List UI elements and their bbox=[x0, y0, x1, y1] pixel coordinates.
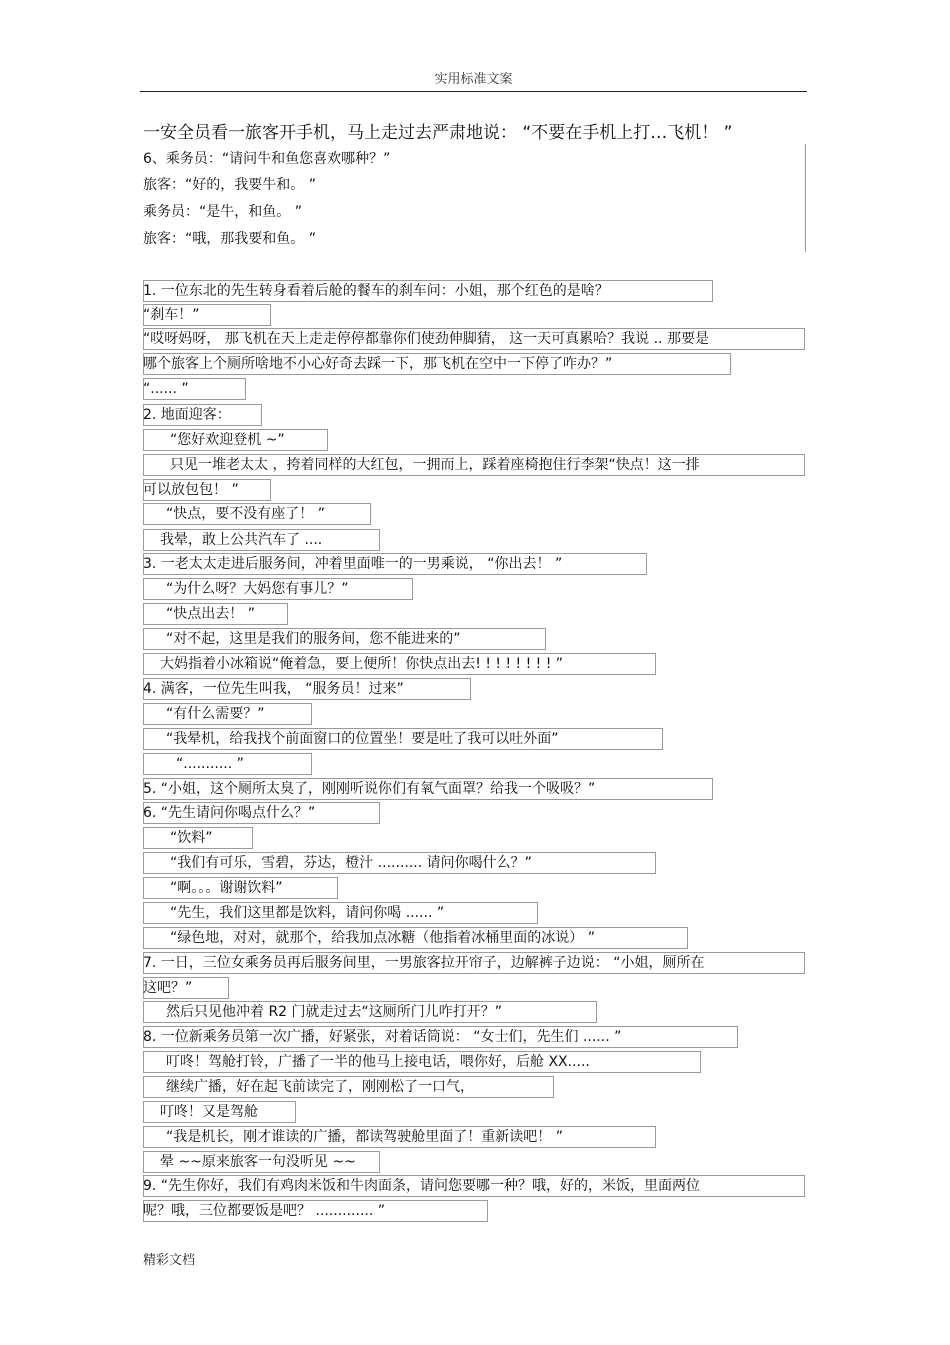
text-line: “...... ” bbox=[143, 381, 189, 397]
page-footer: 精彩文档 bbox=[143, 1253, 196, 1268]
text-line: “哎呀妈呀， 那飞机在天上走走停停都靠你们使劲伸脚猜， 这一天可真累哈？我说 .. 那要是 bbox=[143, 331, 709, 347]
text-line: “快点出去！ ” bbox=[166, 606, 255, 622]
text-line: 叮咚！驾舱打铃，广播了一半的他马上接电话，喂你好，后舱 XX..... bbox=[166, 1054, 590, 1070]
text-line: 1. 一位东北的先生转身看着后舱的餐车的刹车问：小姐，那个红色的是啥？ bbox=[143, 283, 609, 299]
text-line: 8. 一位新乘务员第一次广播，好紧张，对着话筒说： “女士们，先生们 ...... ” bbox=[143, 1029, 622, 1045]
text-line: “我晕机，给我找个前面窗口的位置坐！要是吐了我可以吐外面” bbox=[166, 731, 559, 747]
text-line: 乘务员：“是牛，和鱼。 ” bbox=[143, 204, 302, 220]
text-line: “我是机长，刚才谁读的广播，都读驾驶舱里面了！重新读吧！ ” bbox=[166, 1129, 563, 1145]
margin-rule bbox=[805, 144, 806, 252]
text-line: 哪个旅客上个厕所啥地不小心好奇去踩一下，那飞机在空中一下停了咋办？” bbox=[143, 356, 613, 372]
text-line: 这吧？” bbox=[143, 980, 193, 996]
page-header: 实用标准文案 bbox=[434, 72, 513, 87]
text-line: 叮咚！又是驾舱 bbox=[160, 1104, 258, 1120]
text-line: “........... ” bbox=[176, 756, 244, 772]
text-line: “绿色地，对对，就那个，给我加点冰糖（他指着冰桶里面的冰说） ” bbox=[170, 930, 595, 946]
text-line: “饮料” bbox=[170, 830, 213, 846]
text-line: 继续广播，好在起飞前读完了，刚刚松了一口气， bbox=[166, 1079, 474, 1095]
text-line: “我们有可乐，雪碧，芬达，橙汁 .......... 请问你喝什么？” bbox=[170, 855, 532, 871]
text-line: 呢？哦，三位都要饭是吧？ ............. ” bbox=[143, 1203, 386, 1219]
text-line: 旅客：“好的，我要牛和。 ” bbox=[143, 177, 316, 193]
text-line: “对不起，这里是我们的服务间，您不能进来的” bbox=[166, 631, 461, 647]
text-line: 6. “先生请问你喝点什么？” bbox=[143, 805, 316, 821]
text-line: 可以放包包！ ” bbox=[143, 482, 239, 498]
text-line: “快点，要不没有座了！ ” bbox=[166, 506, 325, 522]
text-line: 大妈指着小冰箱说“俺着急，要上便所！你快点出去! ! ! ! ! ! ! ! ” bbox=[160, 656, 564, 672]
intro-joke: 一安全员看一旅客开手机，马上走过去严肃地说： “不要在手机上打…飞机！ ” bbox=[143, 123, 733, 143]
text-line: “啊。。。谢谢饮料” bbox=[170, 880, 283, 896]
text-line: 4. 满客，一位先生叫我， “服务员！过来” bbox=[143, 681, 404, 697]
text-line: 然后只见他冲着 R2 门就走过去“这厕所门儿咋打开？” bbox=[166, 1004, 503, 1020]
text-line: 9. “先生你好，我们有鸡肉米饭和牛肉面条，请问您要哪一种？哦，好的，米饭，里面两位 bbox=[143, 1178, 701, 1194]
text-line: 6、乘务员：“请问牛和鱼您喜欢哪种？” bbox=[143, 151, 391, 167]
text-line: 晕 ~~原来旅客一句没听见 ~~ bbox=[160, 1154, 356, 1170]
text-line: 3. 一老太太走进后服务间，冲着里面唯一的一男乘说， “你出去！ ” bbox=[143, 556, 563, 572]
text-line: “您好欢迎登机 ~” bbox=[170, 432, 285, 448]
text-line: 我晕，敢上公共汽车了 .... bbox=[160, 532, 323, 548]
text-line: “刹车！” bbox=[143, 307, 200, 323]
text-line: “为什么呀？大妈您有事儿？” bbox=[166, 581, 349, 597]
text-line: 5. “小姐，这个厕所太臭了，刚刚听说你们有氧气面罩？给我一个吸吸？” bbox=[143, 781, 596, 797]
header-rule bbox=[140, 91, 807, 92]
text-line: 2. 地面迎客： bbox=[143, 407, 231, 423]
text-line: 旅客：“哦，那我要和鱼。 ” bbox=[143, 231, 316, 247]
text-line: 7. 一日，三位女乘务员再后服务间里，一男旅客拉开帘子，边解裤子边说： “小姐，厕所在 bbox=[143, 955, 705, 971]
text-line: “先生，我们这里都是饮料，请问你喝 ...... ” bbox=[170, 905, 445, 921]
text-line: 只见一堆老太太 ，挎着同样的大红包，一拥而上，踩着座椅抱住行李架“快点！这一排 bbox=[170, 457, 700, 473]
text-line: “有什么需要？” bbox=[166, 706, 265, 722]
